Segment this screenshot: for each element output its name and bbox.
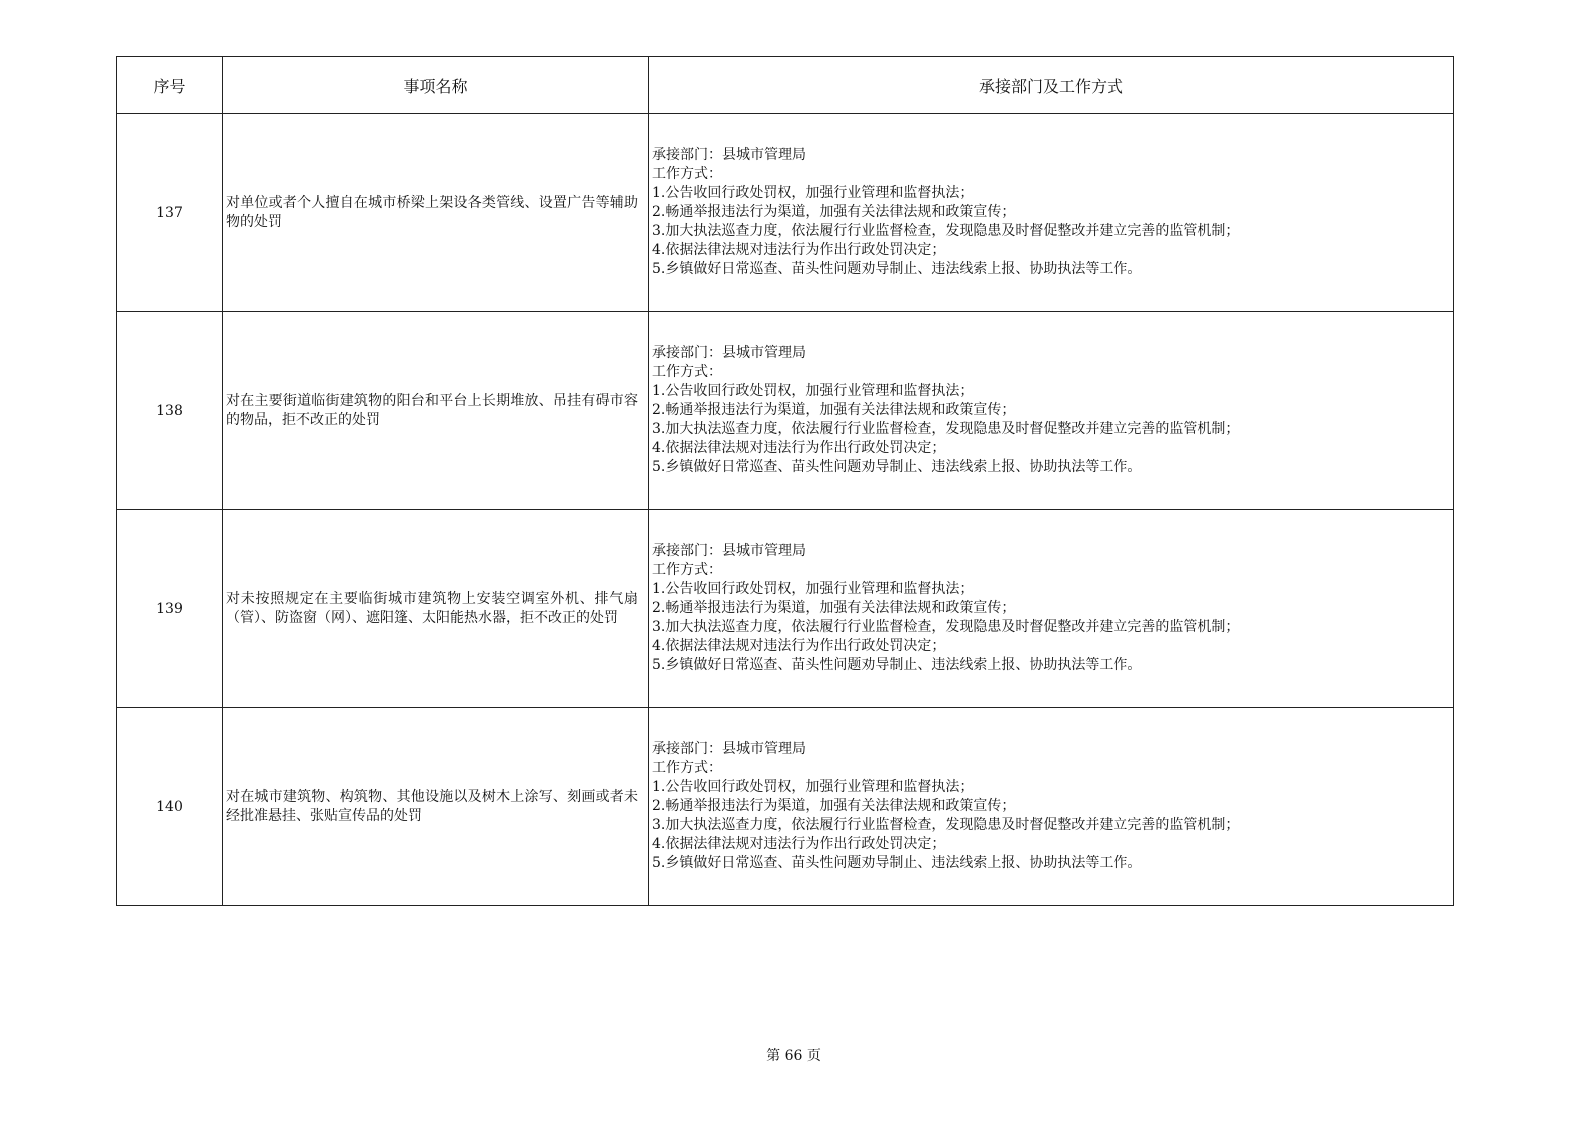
item-name-cell: 对在主要街道临街建筑物的阳台和平台上长期堆放、吊挂有碍市容的物品，拒不改正的处罚 [223,312,649,510]
method-line: 承接部门：县城市管理局 [652,543,806,559]
method-line: 1.公告收回行政处罚权，加强行业管理和监督执法； [652,581,974,597]
method-line: 2.畅通举报违法行为渠道，加强有关法律法规和政策宣传； [652,798,1016,814]
method-line: 1.公告收回行政处罚权，加强行业管理和监督执法； [652,185,974,201]
method-line: 4.依据法律法规对违法行为作出行政处罚决定； [652,242,946,258]
method-line: 工作方式： [652,760,722,776]
method-line: 工作方式： [652,364,722,380]
item-name-cell: 对在城市建筑物、构筑物、其他设施以及树木上涂写、刻画或者未经批准悬挂、张贴宣传品的处罚 [223,708,649,906]
method-line: 2.畅通举报违法行为渠道，加强有关法律法规和政策宣传； [652,204,1016,220]
matters-table [116,56,1454,906]
method-line: 承接部门：县城市管理局 [652,147,806,163]
serial-number-cell: 139 [117,510,223,708]
table-row [117,708,1454,906]
method-line: 5.乡镇做好日常巡查、苗头性问题劝导制止、违法线索上报、协助执法等工作。 [652,261,1142,277]
method-line: 5.乡镇做好日常巡查、苗头性问题劝导制止、违法线索上报、协助执法等工作。 [652,657,1142,673]
department-method-cell [649,114,1454,312]
method-line: 1.公告收回行政处罚权，加强行业管理和监督执法； [652,779,974,795]
method-line: 2.畅通举报违法行为渠道，加强有关法律法规和政策宣传； [652,600,1016,616]
serial-number-cell: 137 [117,114,223,312]
method-line: 4.依据法律法规对违法行为作出行政处罚决定； [652,836,946,852]
method-line: 3.加大执法巡查力度，依法履行行业监督检查，发现隐患及时督促整改并建立完善的监管机制； [652,817,1240,833]
header-row [117,57,1454,114]
method-line: 3.加大执法巡查力度，依法履行行业监督检查，发现隐患及时督促整改并建立完善的监管机制； [652,421,1240,437]
department-method-cell [649,510,1454,708]
header-item-name: 事项名称 [223,57,649,114]
department-method-cell [649,312,1454,510]
table-row [117,114,1454,312]
item-name-cell: 对单位或者个人擅自在城市桥梁上架设各类管线、设置广告等辅助物的处罚 [223,114,649,312]
method-line: 4.依据法律法规对违法行为作出行政处罚决定； [652,638,946,654]
method-line: 工作方式： [652,562,722,578]
serial-number-cell: 140 [117,708,223,906]
header-serial-number: 序号 [117,57,223,114]
table-row [117,510,1454,708]
page-number: 第 66 页 [766,1048,821,1064]
method-line: 5.乡镇做好日常巡查、苗头性问题劝导制止、违法线索上报、协助执法等工作。 [652,855,1142,871]
method-line: 4.依据法律法规对违法行为作出行政处罚决定； [652,440,946,456]
department-method-cell [649,708,1454,906]
method-line: 5.乡镇做好日常巡查、苗头性问题劝导制止、违法线索上报、协助执法等工作。 [652,459,1142,475]
serial-number-cell: 138 [117,312,223,510]
method-line: 3.加大执法巡查力度，依法履行行业监督检查，发现隐患及时督促整改并建立完善的监管机制； [652,223,1240,239]
method-line: 3.加大执法巡查力度，依法履行行业监督检查，发现隐患及时督促整改并建立完善的监管机制； [652,619,1240,635]
header-department-method: 承接部门及工作方式 [649,57,1454,114]
method-line: 2.畅通举报违法行为渠道，加强有关法律法规和政策宣传； [652,402,1016,418]
table-row [117,312,1454,510]
method-line: 承接部门：县城市管理局 [652,741,806,757]
method-line: 工作方式： [652,166,722,182]
item-name-cell: 对未按照规定在主要临街城市建筑物上安装空调室外机、排气扇（管）、防盗窗（网）、遮阳篷、太阳能热水器，拒不改正的处罚 [223,510,649,708]
method-line: 承接部门：县城市管理局 [652,345,806,361]
method-line: 1.公告收回行政处罚权，加强行业管理和监督执法； [652,383,974,399]
